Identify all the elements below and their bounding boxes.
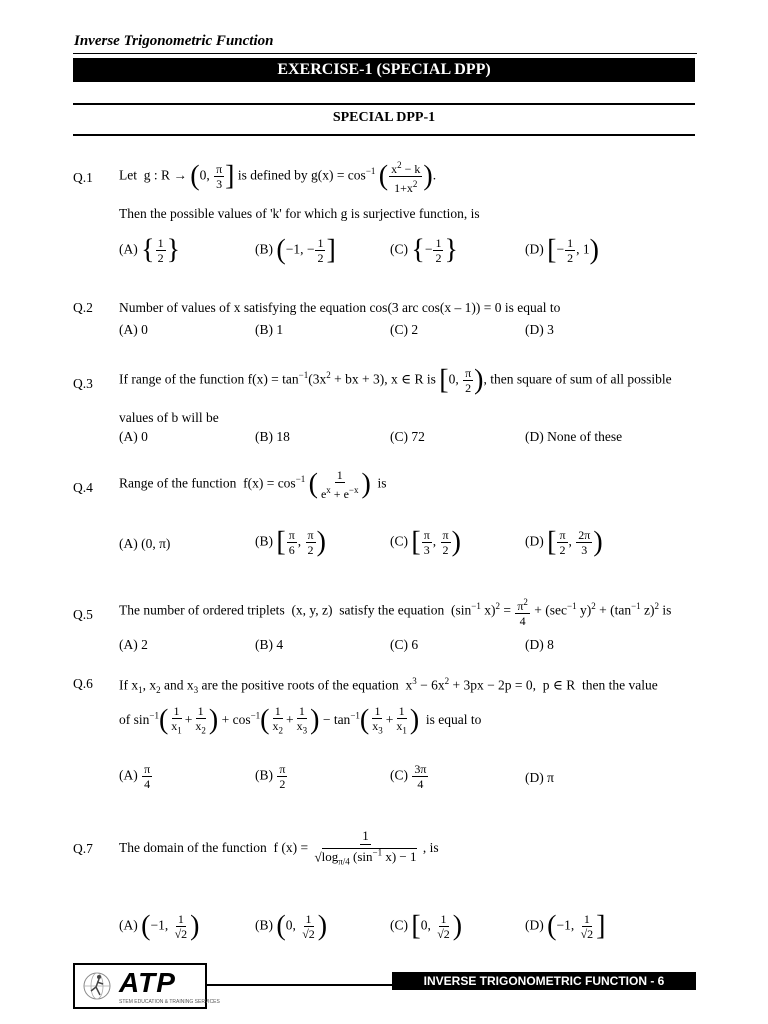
question-number: Q.6 [73,676,93,691]
question-text: Range of the function $f(x) = \cos^{-1}$ ( $\frac{1}{e^x + e^{-x}}$ ) is [119,468,387,501]
logo-wordmark: ATP [119,967,176,998]
page-label: INVERSE TRIGONOMETRIC FUNCTION - 6 [392,972,696,990]
option-b[interactable]: (B) $\frac{\pi}{2}$ [255,762,286,791]
option-c[interactable]: (C) [0, $\frac{1}{√2}$ ) [390,910,463,942]
header-rule [73,53,697,54]
question-text: Let g : R → (0, $\frac{\pi}{3}$ ] is defined by $g(x) = \cos^{-1}$ ( $\frac{x^2 - k}{1+x^2}$ ). [119,160,437,195]
option-c[interactable]: (C) $\frac{3\pi}{4}$ [390,762,427,791]
option-c[interactable]: (C) 72 [390,429,425,444]
question-text: The domain of the function f (x) = $\frac{1}{√\log_{\pi/4} (\sin^{-1} x) - 1}$ , is [119,828,439,867]
option-b[interactable]: (B) (0, $\frac{1}{√2}$ ) [255,910,328,942]
option-c[interactable]: (C) {− $\frac{1}{2}$ } [390,234,458,266]
option-d[interactable]: (D) [− $\frac{1}{2}$ , 1) [525,234,599,266]
option-b[interactable]: (B) 1 [255,322,284,337]
option-a[interactable]: (A) 2 [119,637,148,652]
option-b[interactable]: (B) (−1, − $\frac{1}{2}$ ] [255,234,336,266]
option-b[interactable]: (B) [ $\frac{\pi}{6}$ , $\frac{\pi}{2}$ ) [255,526,326,558]
option-a[interactable]: (A) $\frac{\pi}{4}$ [119,762,151,791]
option-c[interactable]: (C) [ $\frac{\pi}{3}$ , $\frac{\pi}{2}$ ) [390,526,461,558]
logo-tagline: STEM EDUCATION & TRAINING SERVICES [119,999,220,1005]
section-title: SPECIAL DPP-1 [332,110,436,125]
question-number: Q.1 [73,170,93,185]
option-d[interactable]: (D) 3 [525,322,554,337]
question-number: Q.5 [73,607,93,622]
option-c[interactable]: (C) 6 [390,637,419,652]
section-rule-top [73,103,695,105]
atp-logo [73,963,220,1009]
option-d[interactable]: (D) π [525,770,554,785]
question-text: Number of values of x satisfying the equation cos(3 arc cos(x – 1)) = 0 is equal to [119,300,561,315]
section-rule-bottom [73,134,695,136]
option-a[interactable]: (A) (0, π) [119,536,171,551]
question-number: Q.2 [73,300,93,315]
option-d[interactable]: (D) 8 [525,637,554,652]
question-number: Q.3 [73,376,93,391]
footer-rule [207,984,393,986]
question-text-line2: values of b will be [119,410,219,425]
question-text: The number of ordered triplets (x, y, z) satisfy the equation ($\sin^{-1}$ x)$^2$ = $\frac{\pi^2}{4}$ + ($\sec^{-1}$ $y)^2 + (\tan^{-1}$ z)$^2$ is [119,597,672,628]
option-d[interactable]: (D) None of these [525,429,623,444]
document-header-title: Inverse Trigonometric Function [74,33,274,49]
question-text: If range of the function $f(x) = \tan^{-1}(3x^2$ + bx + 3), x ∈ R is [0, $\frac{\pi}{2}$ ), then square of sum of all possible [119,364,672,396]
option-d[interactable]: (D) (−1, $\frac{1}{√2}$ ] [525,910,606,942]
option-a[interactable]: (A) { $\frac{1}{2}$ } [119,234,181,266]
option-a[interactable]: (A) (−1, $\frac{1}{√2}$ ) [119,910,200,942]
option-c[interactable]: (C) 2 [390,322,419,337]
option-a[interactable]: (A) 0 [119,322,148,337]
option-a[interactable]: (A) 0 [119,429,148,444]
question-number: Q.7 [73,841,93,856]
option-b[interactable]: (B) 18 [255,429,290,444]
question-text: If $x_1$, $x_2$ and $x_3$ are the positive roots of the equation $x^3 - 6x^2 + 3px - 2p = 0$, p ∈ R then the value [119,676,658,696]
question-text-line2: Then the possible values of 'k' for which g is surjective function, is [119,206,480,221]
question-text-line2: of $\sin^{-1}$( $\frac{1}{x_1}$ + $\frac{1}{x_2}$ ) + $\cos^{-1}$( $\frac{1}{x_2}$ + $\frac{1}{x_3}$ ) − $\tan^{-1}$( $\frac{1}{x_3}$ + $\frac{1}{x_1}$ ) is equal to [119,704,482,736]
globe-figure-icon [81,969,113,1003]
exercise-banner: EXERCISE-1 (SPECIAL DPP) [73,58,695,82]
option-b[interactable]: (B) 4 [255,637,284,652]
option-d[interactable]: (D) [ $\frac{\pi}{2}$ , $\frac{2\pi}{3}$ ) [525,526,603,558]
question-number: Q.4 [73,480,93,495]
